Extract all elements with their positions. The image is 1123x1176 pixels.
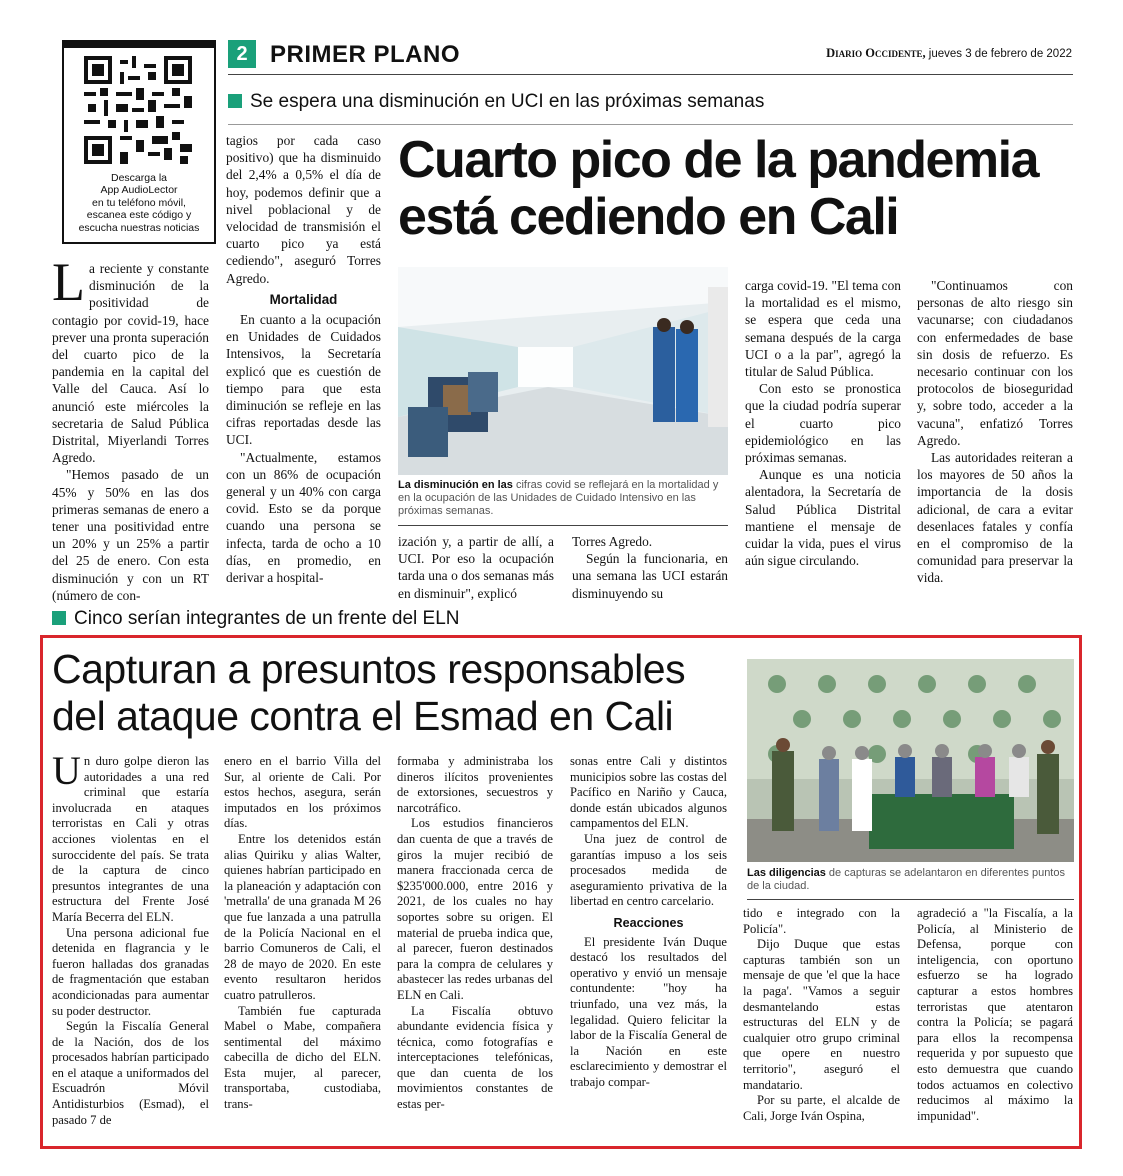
drop-cap: U: [52, 748, 81, 793]
story2-caption: Las diligencias de capturas se adelantaron en diferentes puntos de la ciudad.: [747, 867, 1065, 892]
story2-column-6: agradeció a "la Fiscalía, a la Policía, al Ministerio de Defensa, porque con inteligencia, con oportuno esfuerzo se ha logrado capturar a estos hombres terroristas que atentaron contra la Policía; se pagará para ellos la recompensa requerida y por supuesto que esto demuestra que cuando todos actuamos en colectivo reducimos al máximo la impunidad".: [917, 906, 1073, 1123]
drop-cap: L: [52, 252, 85, 312]
story1-column-2: tagios por cada caso positivo) que ha disminuido del 2,4% a 0,5% el día de hoy, podemos definir que a nivel poblacional y de velocidad de transmisión el cuarto pico ya está cediendo", aseguró Torres Agredo. Mortalidad En cuanto a la ocupación en Unidades de Cuidados Intensivos, la Secretaría explicó que es cuestión de tiempo para que esta diminución se refleje en las cifras reportadas desde las UCI. "Actualmente, estamos con un 86% de ocupación general y un 40% con carga covid. Esto se da porque cuando una persona se infecta, tarda de ocho a 10 días, en promedio, en derivar a hospital-: [226, 133, 381, 586]
story2-column-3: formaba y administraba los dineros ilícitos provenientes de extorsiones, secuestros y narcotráfico. Los estudios financieros dan cuenta de que a través de giros la mujer recibió de manera fraccionada cerca de $235'000.000, entre 2016 y 2021, de los cuales no hay soportes sobre su origen. El material de prueba indica que, al parecer, fueron destinados para la compra de celulares y abastecer las redes urbanas del ELN en Cali. La Fiscalía obtuvo abundante evidencia física y técnica, como fotografías e interceptaciones telefónicas, que dan cuenta de los movimientos constantes de estas per-: [397, 754, 553, 1112]
divider: [228, 124, 1073, 125]
page-number-badge: 2: [228, 40, 256, 68]
masthead-date: [760, 46, 1072, 61]
story2-column-5: tido e integrado con la Policía". Dijo Duque que estas capturas también son un mensaje de que 'el que la hace la paga'. "Vamos a seguir desmantelando estas estructuras del ELN y de cualquier otro grupo criminal que opere en nuestro territorio", aseguró el mandatario. Por su parte, el alcalde de Cali, Jorge Iván Ospina,: [743, 906, 900, 1123]
story2-column-2: enero en el barrio Villa del Sur, al oriente de Cali. Por estos hechos, asegura, serán imputados en los próximos días. Entre los detenidos están alias Quiriku y alias Walter, quienes habrían participado en la planeación y adaptación con 'metralla' de una granada M 26 que fue lanzada a una patrulla de la Policía Nacional en el barrio Comuneros de Cali, el 28 de mayo de 2020. En este evento resultaron heridos cuatro patrulleros. También fue capturada Mabel o Mabe, compañera sentimental del máximo cabecilla de dicho del ELN. Esta mujer, al parecer, transportaba, custodiaba, trans-: [224, 754, 381, 1112]
qr-box: [62, 40, 216, 244]
icu-hallway-photo: [398, 267, 728, 475]
story1-kicker: Se espera una disminución en UCI en las próximas semanas: [228, 90, 764, 114]
story1-headline: [398, 132, 1074, 246]
kicker-square-icon: [52, 611, 66, 625]
qr-text-line: escanea este código y: [86, 209, 192, 222]
subhead: Reacciones: [613, 915, 684, 930]
story2-column-1: Un duro golpe dieron las autoridades a una red criminal que estaría involucrada en ataques terroristas en Cali y otras acciones violentas en el suroccidente del país. Se trata de la captura de cinco presuntos integrantes de una estructura del Frente José María Becerra del ELN. Una persona adicional fue detenida en flagrancia y le fueron halladas dos granadas de fragmentación que estaban acondicionadas para aumentar su poder destructor. Según la Fiscalía General de la Nación, dos de los procesados habrían participado en el ataque a uniformados del Escuadrón Móvil Antidisturbios (Esmad), el pasado 7 de: [52, 748, 209, 1127]
caption-rule: [398, 525, 728, 526]
story1-column-1: La reciente y constante disminución de la positividad de contagio por covid-19, hace prever una pronta superación del cuarto pico de la pandemia en la capital del Valle del Cauca. Así lo anunció este miércoles la secretaria de Salud Pública Distrital, Miyerlandi Torres Agredo. "Hemos pasado de un 45% y 50% en las dos primeras semanas de enero a tener una positividad entre un 20% y un 25% a partir del 25 de enero. Con esta disminución y con un RT (número de con-: [52, 252, 209, 603]
headline-line: Cuarto pico de la pandemia: [398, 131, 1039, 189]
story2-column-4: sonas entre Cali y distintos municipios sobre las costas del Pacífico en Nariño y Cauca, donde están ubicados algunos campamentos del ELN. Una juez de control de garantías impuso a los seis procesados medida de aseguramiento privativa de la libertad en centro carcelario. Reacciones El presidente Iván Duque destacó los resultados del operativo y envió un mensaje contundente: "hoy ha triunfado, una vez más, la legalidad. Quiero felicitar la labor de la Fiscalía General de la Nación en este esclarecimiento y demostrar el trabajo compar-: [570, 754, 727, 1089]
story1-caption: La disminución en las cifras covid se reflejará en la mortalidad y en la ocupación de las Unidades de Cuidado Intensivo en las próximas semanas.: [398, 479, 719, 517]
story2-headline: [52, 646, 742, 740]
caption-rule: [747, 899, 1074, 900]
issue-date: jueves 3 de febrero de 2022: [928, 48, 1072, 60]
paper-name: Diario Occidente,: [826, 46, 926, 60]
headline-line: del ataque contra el Esmad en Cali: [52, 693, 674, 739]
story1-column-3: ización y, a partir de allí, a UCI. Por eso la ocupación tarda una o dos semanas más en disminuir", explicó: [398, 534, 554, 601]
story1-column-6: "Continuamos con personas de alto riesgo sin vacunarse; con ciudadanos con enfermedades de base sin dosis de refuerzo. Es necesario continuar con los protocolos de bioseguridad y, sobre todo, acceder a la vacuna", enfatizó Torres Agredo. Las autoridades reiteran a los mayores de 50 años la importancia de la dosis adicional, de cara a evitar desenlaces fatales y confía en el compromiso de la comunidad para preservar la vida.: [917, 278, 1073, 586]
qr-text-line: App AudioLector: [100, 184, 178, 197]
qr-text-line: escucha nuestras noticias: [78, 221, 200, 234]
arrest-photo: [747, 659, 1074, 862]
subhead: Mortalidad: [269, 291, 338, 307]
headline-line: está cediendo en Cali: [398, 188, 899, 246]
kicker-square-icon: [228, 94, 242, 108]
headline-line: Capturan a presuntos responsables: [52, 646, 686, 692]
story1-column-5: carga covid-19. "El tema con la mortalidad es el mismo, se espera que ceda una semana después de la carga UCI o a la par", agregó la titular de Salud Pública. Con esto se pronostica que la ciudad podría superar el cuarto pico epidemiológico en las próximas semanas. Aunque es una noticia alentadora, la Secretaría de Salud Pública Distrital mantiene el mensaje de cuidar la vida, pues el virus aún sigue circulando.: [745, 278, 901, 569]
section-title: PRIMER PLANO: [270, 41, 461, 68]
story2-kicker: Cinco serían integrantes de un frente del ELN: [52, 607, 460, 631]
qr-text-line: Descarga la: [110, 172, 168, 184]
qr-text-line: en tu teléfono móvil,: [92, 196, 186, 209]
qr-code-icon[interactable]: [84, 56, 192, 164]
header-rule: [228, 74, 1073, 75]
story1-column-4: Torres Agredo. Según la funcionaria, en una semana las UCI estarán disminuyendo su: [572, 534, 728, 601]
